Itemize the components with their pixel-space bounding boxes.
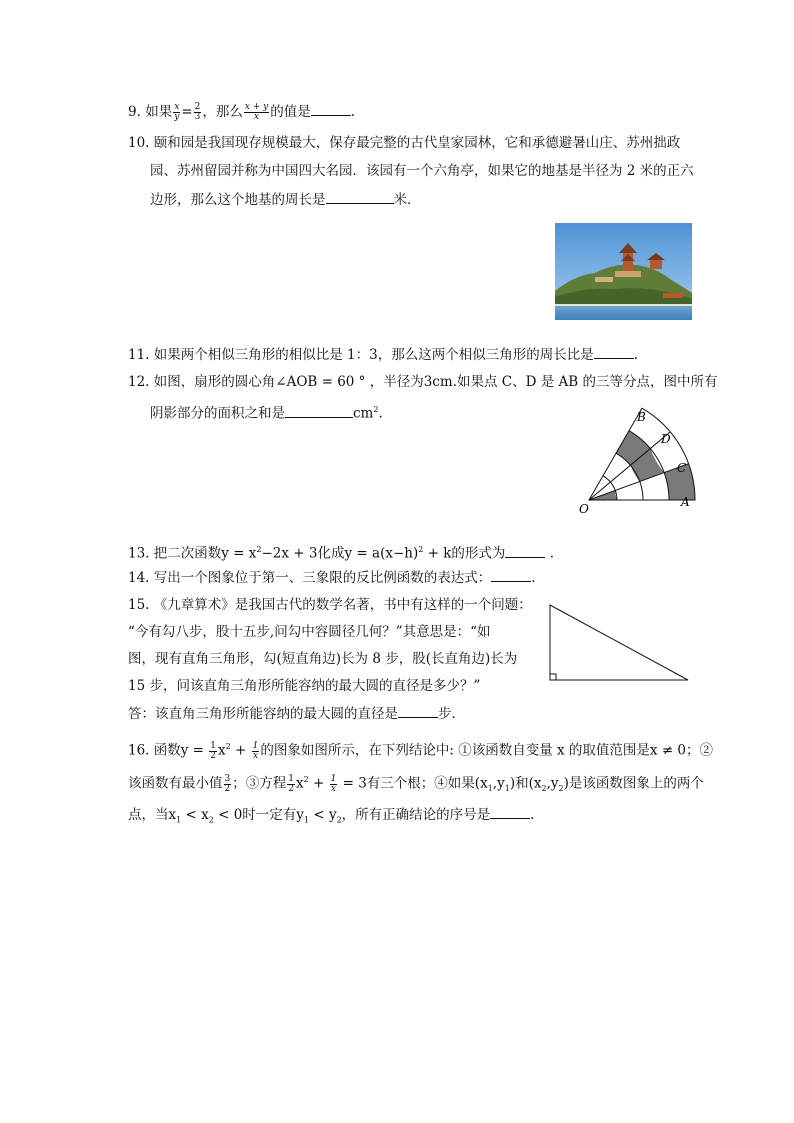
q12-text: 阴影部分的面积之和是 [150, 405, 285, 422]
q16-text-2: 的图象如图所示，在下列结论中: ①该函数自变量 x 的取值范围是x ≠ 0；② [260, 742, 714, 759]
q9-fraction-sum-over-x: $\frac{x + y}{x}$ [244, 102, 269, 122]
q15-line-3: 图，现有直角三角形，勾(短直角边)长为 8 步，股(长直角边)长为 [128, 651, 518, 667]
q16-l2-x: x [295, 775, 304, 792]
q15-line-4: 15 步，问该直角三角形所能容纳的最大圆的直径是多少？” [128, 678, 481, 694]
q16-l3-sub-4: 2 [336, 815, 342, 825]
q9-text-1: 如果 [145, 104, 173, 120]
q15-line-1: 15. 《九章算术》是我国古代的数学名著，书中有这样的一个问题： [128, 597, 532, 613]
q16-line-2 [128, 770, 704, 799]
q9-equals: = [181, 104, 193, 120]
q13-answer-blank[interactable] [505, 543, 545, 558]
q16-l3-sub-3: 1 [303, 815, 310, 825]
q9-end: . [350, 104, 356, 120]
q12-answer-blank[interactable] [285, 403, 353, 418]
q12-unit-exponent: 2 [373, 405, 379, 414]
q13-exp-2: 2 [418, 545, 424, 554]
label-B: B [637, 410, 646, 424]
q11-answer-blank[interactable] [594, 344, 634, 359]
q16-frac-1-over-x: $\frac{1}{x}$ [252, 740, 259, 761]
q16-frac-1-over-x-2: $\frac{1}{x}$ [330, 773, 337, 794]
summer-palace-photo [555, 223, 692, 320]
label-C: C [677, 461, 687, 475]
q9-answer-blank[interactable] [311, 101, 351, 116]
q15-answer-text: 答：该直角三角形所能容纳的最大圆的直径是 [128, 706, 398, 722]
q12-line-1: 12. 如图，扇形的圆心角∠AOB = 60 ° ，半径为3cm.如果点 C、D 是 AB 的三等分点，图中所有 [128, 374, 718, 390]
question-13 [128, 540, 554, 564]
q14-answer-blank[interactable] [491, 567, 531, 582]
q11-end: . [633, 347, 639, 363]
q16-text-1: 16. 函数y = [128, 742, 209, 759]
q16-line-3 [128, 804, 534, 831]
q16-answer-blank[interactable] [490, 804, 530, 819]
q16-x: x [218, 742, 226, 759]
q10-line-1: 10. 颐和园是我国现存规模最大，保存最完整的古代皇家园林，它和承德避暑山庄、苏州拙政 [128, 135, 681, 151]
q15-line-2: “今有勾八步，股十五步,问勾中容圆径几何？”其意思是：“如 [128, 624, 491, 640]
question-11 [128, 344, 638, 365]
q12-end: . [378, 405, 383, 422]
q12-unit: cm [353, 405, 374, 422]
q15-line-5 [128, 703, 465, 724]
q16-l2-text-7: )是该函数图象上的两个 [563, 775, 704, 792]
q13-end: . [545, 545, 554, 562]
q16-exp: 2 [225, 742, 231, 751]
q16-l2-text-6: ,y [546, 775, 559, 792]
right-angle-mark [550, 674, 556, 680]
q13-text-3: + k的形式为 [423, 545, 506, 562]
q15-unit: 步． [438, 706, 465, 722]
q13-exp-1: 2 [256, 545, 262, 554]
right-triangle-figure [545, 600, 695, 690]
q9-fraction-x-over-y: $\frac{x}{y}$ [174, 102, 180, 122]
q16-end: . [530, 807, 535, 823]
question-14 [128, 567, 536, 588]
q14-text: 14. 写出一个图象位于第一、三象限的反比例函数的表达式： [128, 570, 492, 586]
q16-sub-3: 2 [541, 784, 547, 794]
q15-answer-blank[interactable] [398, 703, 438, 718]
q16-l3-text-2: < x [181, 807, 209, 823]
q16-l2-text-2: ；③方程 [232, 775, 287, 792]
sector-figure [575, 405, 705, 520]
q16-l2-exp: 2 [303, 775, 309, 784]
q9-text-3: 的值是 [270, 104, 311, 120]
q16-l2-plus: + [308, 775, 329, 792]
label-A: A [681, 495, 690, 509]
q16-frac-half-2: $\frac{1}{2}$ [288, 773, 294, 794]
q16-frac-half: $\frac{1}{2}$ [210, 740, 217, 761]
q10-text: 边形，那么这个地基的周长是 [150, 192, 326, 208]
q16-plus: + [230, 742, 251, 759]
question-9 [128, 101, 355, 122]
q16-l2-text-1: 该函数有最小值 [128, 775, 223, 792]
q13-text-1: 13. 把二次函数y = x [128, 545, 257, 562]
q10-unit: 米． [393, 192, 421, 208]
q16-l3-text-5: ，所有正确结论的序号是 [341, 807, 491, 823]
q14-end: . [531, 570, 536, 586]
q16-sub-4: 2 [558, 784, 564, 794]
q11-text: 11. 如果两个相似三角形的相似比是 1：3，那么这两个相似三角形的周长比是 [128, 347, 594, 363]
q16-frac-3-over-2: $\frac{3}{2}$ [224, 773, 231, 794]
label-D: D [661, 432, 671, 446]
q9-fraction-2-over-3: $\frac{2}{3}$ [194, 102, 201, 122]
q16-l3-text-3: < 0时一定有y [213, 807, 304, 823]
q13-text-2: −2x + 3化成y = a(x−h) [261, 545, 419, 562]
q16-line-1 [128, 737, 713, 761]
q9-text-2: ，那么 [202, 104, 243, 120]
q16-l3-sub-2: 2 [208, 815, 214, 825]
q16-l3-sub-1: 1 [176, 815, 182, 825]
label-O: O [579, 502, 589, 516]
q10-line-3 [150, 189, 421, 210]
q10-line-2: 园、苏州留园并称为中国四大名园．该园有一个六角亭，如果它的地基是半径为 2 米的正六 [150, 163, 694, 179]
q16-l2-text-3: = 3有三个根；④如果(x [338, 775, 488, 792]
q16-sub-2: 1 [504, 784, 510, 794]
q16-l3-text-4: < y [309, 807, 337, 823]
q16-l3-text-1: 点，当x [128, 807, 177, 823]
q12-line-2 [150, 400, 383, 424]
right-triangle [550, 605, 688, 680]
q16-l2-text-4: ,y [492, 775, 505, 792]
q16-sub-1: 1 [487, 784, 493, 794]
q10-answer-blank[interactable] [326, 189, 394, 204]
q9-number: 9. [128, 104, 141, 120]
q16-l2-text-5: )和(x [509, 775, 542, 792]
